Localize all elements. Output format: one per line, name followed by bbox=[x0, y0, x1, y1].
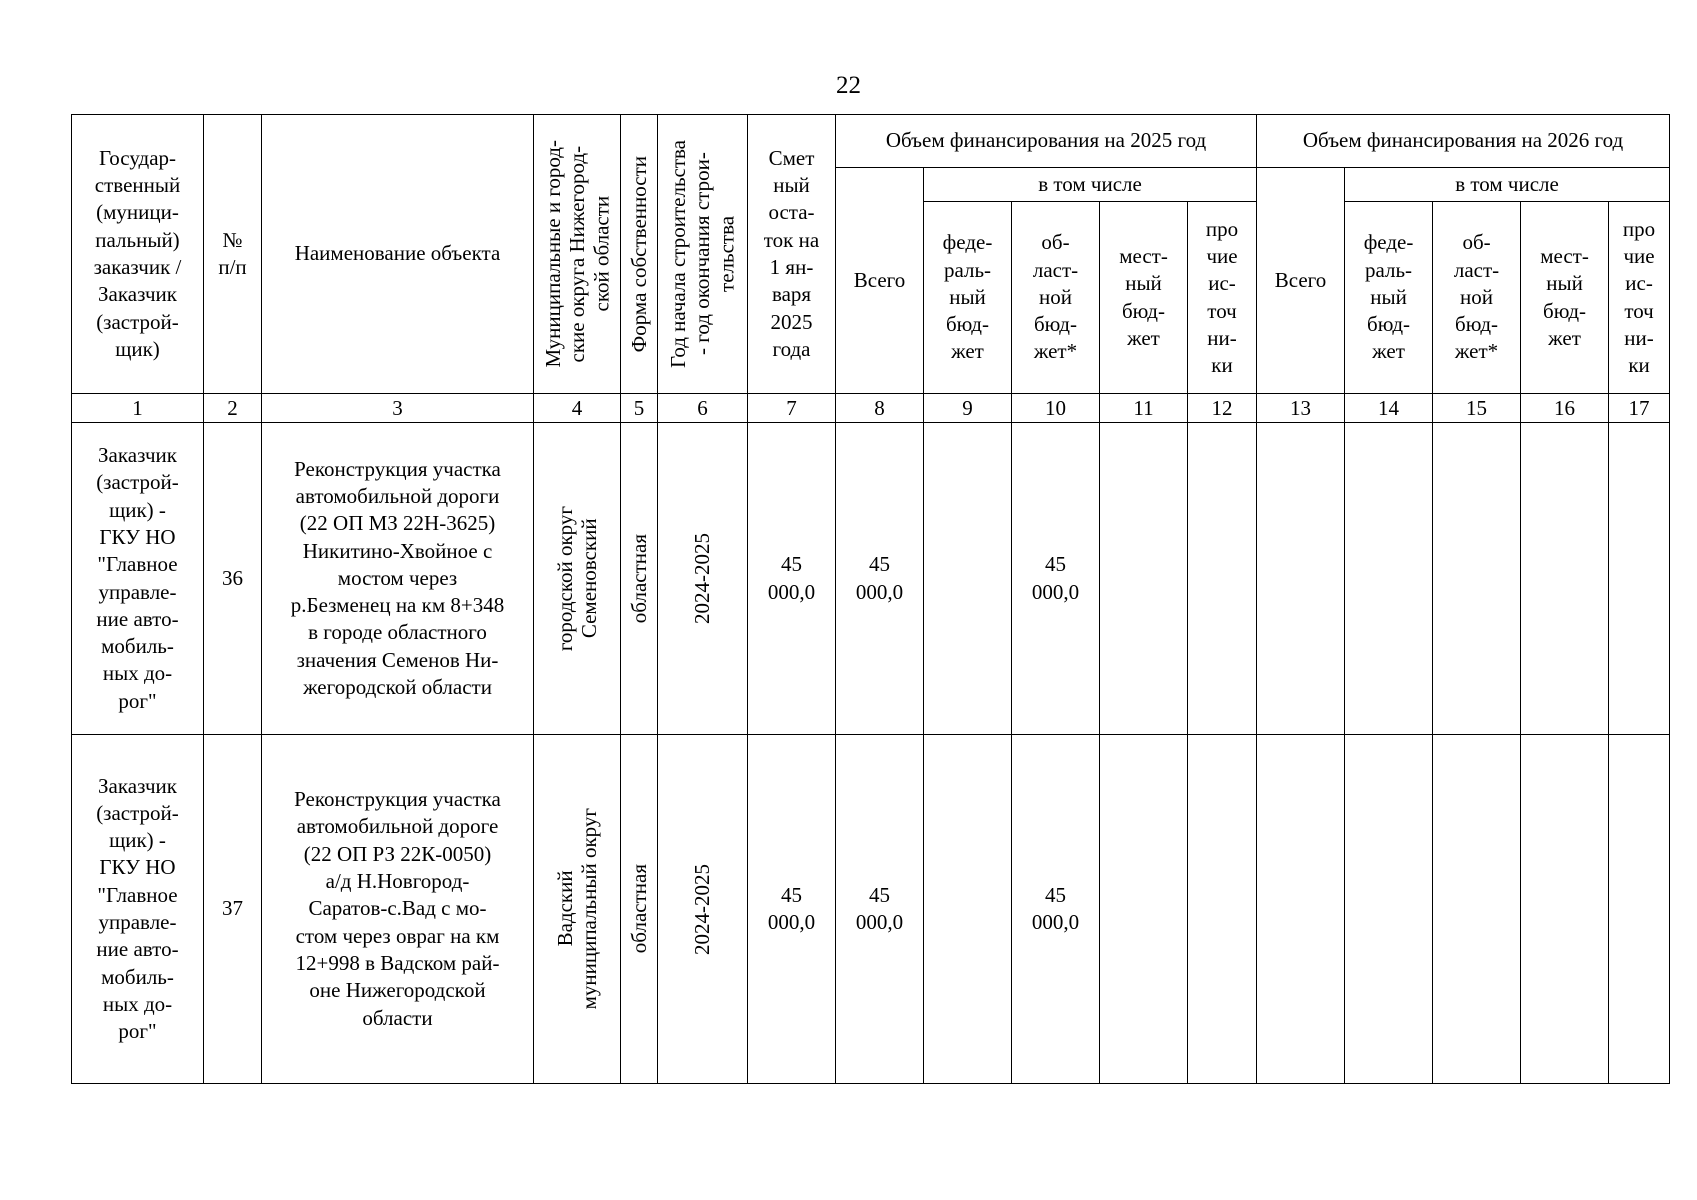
column-number: 9 bbox=[924, 394, 1012, 423]
row-local-2026 bbox=[1521, 735, 1609, 1084]
header-funding-2025: Объем финансирования на 2025 год bbox=[836, 115, 1257, 168]
row-municipality bbox=[534, 735, 621, 1084]
header-number: № п/п bbox=[204, 115, 262, 394]
row-years-text: 2024-2025 bbox=[690, 863, 715, 955]
row-regional-2026 bbox=[1433, 735, 1521, 1084]
header-funding-2026: Объем финансирования на 2026 год bbox=[1257, 115, 1670, 168]
row-object-name: Реконструкция участка автомобильной дороги (22 ОП МЗ 22Н-3625) Никитино-Хвойное с мостом через р.Безменец на км 8+348 в городе областного значения Семенов Ни- жегородской области bbox=[262, 423, 534, 735]
column-number: 8 bbox=[836, 394, 924, 423]
row-years-text: 2024-2025 bbox=[690, 533, 715, 624]
column-number: 6 bbox=[658, 394, 748, 423]
row-federal-2026 bbox=[1345, 423, 1433, 735]
row-other-2026 bbox=[1609, 735, 1670, 1084]
row-regional-2025: 45 000,0 bbox=[1012, 735, 1100, 1084]
table-row bbox=[72, 423, 1670, 735]
row-federal-2026 bbox=[1345, 735, 1433, 1084]
column-number: 13 bbox=[1257, 394, 1345, 423]
row-municipality bbox=[534, 423, 621, 735]
header-customer: Государ- ственный (муници- пальный) заказчик / Заказчик (застрой- щик) bbox=[72, 115, 204, 394]
row-local-2025 bbox=[1100, 735, 1188, 1084]
header-row-1 bbox=[72, 115, 1670, 168]
row-remaining-cost: 45 000,0 bbox=[748, 423, 836, 735]
column-number: 12 bbox=[1188, 394, 1257, 423]
column-number: 7 bbox=[748, 394, 836, 423]
row-municipality-text: Вадский муниципальный округ bbox=[552, 808, 601, 1010]
header-remaining-cost: Смет ный оста- ток на 1 ян- варя 2025 года bbox=[748, 115, 836, 394]
column-number: 14 bbox=[1345, 394, 1433, 423]
row-remaining-cost: 45 000,0 bbox=[748, 735, 836, 1084]
header-other-2026: про чие ис- точ ни- ки bbox=[1609, 202, 1670, 394]
header-years bbox=[658, 115, 748, 394]
table-row bbox=[72, 735, 1670, 1084]
column-number: 15 bbox=[1433, 394, 1521, 423]
column-number: 10 bbox=[1012, 394, 1100, 423]
column-number: 5 bbox=[621, 394, 658, 423]
header-years-text: Год начала строительства - год окончания строи- тельства bbox=[666, 140, 739, 368]
row-ownership-text: областная bbox=[626, 864, 651, 954]
row-total-2025: 45 000,0 bbox=[836, 735, 924, 1084]
column-number: 2 bbox=[204, 394, 262, 423]
page-number: 22 bbox=[836, 72, 861, 99]
row-federal-2025 bbox=[924, 735, 1012, 1084]
row-ownership bbox=[621, 735, 658, 1084]
column-number: 16 bbox=[1521, 394, 1609, 423]
row-other-2025 bbox=[1188, 735, 1257, 1084]
header-other-2025: про чие ис- точ ни- ки bbox=[1188, 202, 1257, 394]
row-local-2025 bbox=[1100, 423, 1188, 735]
row-ownership bbox=[621, 423, 658, 735]
header-federal-2026: феде- раль- ный бюд- жет bbox=[1345, 202, 1433, 394]
header-total-2025: Всего bbox=[836, 168, 924, 394]
header-regional-2026: об- ласт- ной бюд- жет* bbox=[1433, 202, 1521, 394]
row-total-2026 bbox=[1257, 423, 1345, 735]
row-customer: Заказчик (застрой- щик) - ГКУ НО "Главное управле- ние авто- мобиль- ных до- рог" bbox=[72, 423, 204, 735]
header-local-2025: мест- ный бюд- жет bbox=[1100, 202, 1188, 394]
row-ownership-text: областная bbox=[626, 533, 651, 624]
row-object-name: Реконструкция участка автомобильной дороге (22 ОП РЗ 22К-0050) а/д Н.Новгород- Саратов-с.Вад с мо- стом через овраг на км 12+998 в Вадском рай- оне Нижегородской области bbox=[262, 735, 534, 1084]
header-federal-2025: феде- раль- ный бюд- жет bbox=[924, 202, 1012, 394]
column-number: 3 bbox=[262, 394, 534, 423]
header-municipality bbox=[534, 115, 621, 394]
column-number: 11 bbox=[1100, 394, 1188, 423]
row-regional-2025: 45 000,0 bbox=[1012, 423, 1100, 735]
row-local-2026 bbox=[1521, 423, 1609, 735]
row-federal-2025 bbox=[924, 423, 1012, 735]
row-total-2025: 45 000,0 bbox=[836, 423, 924, 735]
column-number: 1 bbox=[72, 394, 204, 423]
row-other-2026 bbox=[1609, 423, 1670, 735]
row-years bbox=[658, 735, 748, 1084]
column-number: 4 bbox=[534, 394, 621, 423]
header-local-2026: мест- ный бюд- жет bbox=[1521, 202, 1609, 394]
row-total-2026 bbox=[1257, 735, 1345, 1084]
header-ownership bbox=[621, 115, 658, 394]
row-years bbox=[658, 423, 748, 735]
row-number: 36 bbox=[204, 423, 262, 735]
row-municipality-text: городской округ Семеновский bbox=[552, 505, 601, 652]
column-number: 17 bbox=[1609, 394, 1670, 423]
row-regional-2026 bbox=[1433, 423, 1521, 735]
row-number: 37 bbox=[204, 735, 262, 1084]
header-ownership-text: Форма собственности bbox=[626, 155, 651, 353]
header-object-name: Наименование объекта bbox=[262, 115, 534, 394]
row-customer: Заказчик (застрой- щик) - ГКУ НО "Главное управле- ние авто- мобиль- ных до- рог" bbox=[72, 735, 204, 1084]
row-other-2025 bbox=[1188, 423, 1257, 735]
header-municipality-text: Муниципальные и город- ские округа Нижегород- ской области bbox=[540, 140, 614, 368]
investment-table bbox=[71, 114, 1670, 1084]
column-number-row bbox=[72, 394, 1670, 423]
header-including-2025: в том числе bbox=[924, 168, 1257, 202]
header-total-2026: Всего bbox=[1257, 168, 1345, 394]
header-regional-2025: об- ласт- ной бюд- жет* bbox=[1012, 202, 1100, 394]
header-including-2026: в том числе bbox=[1345, 168, 1670, 202]
